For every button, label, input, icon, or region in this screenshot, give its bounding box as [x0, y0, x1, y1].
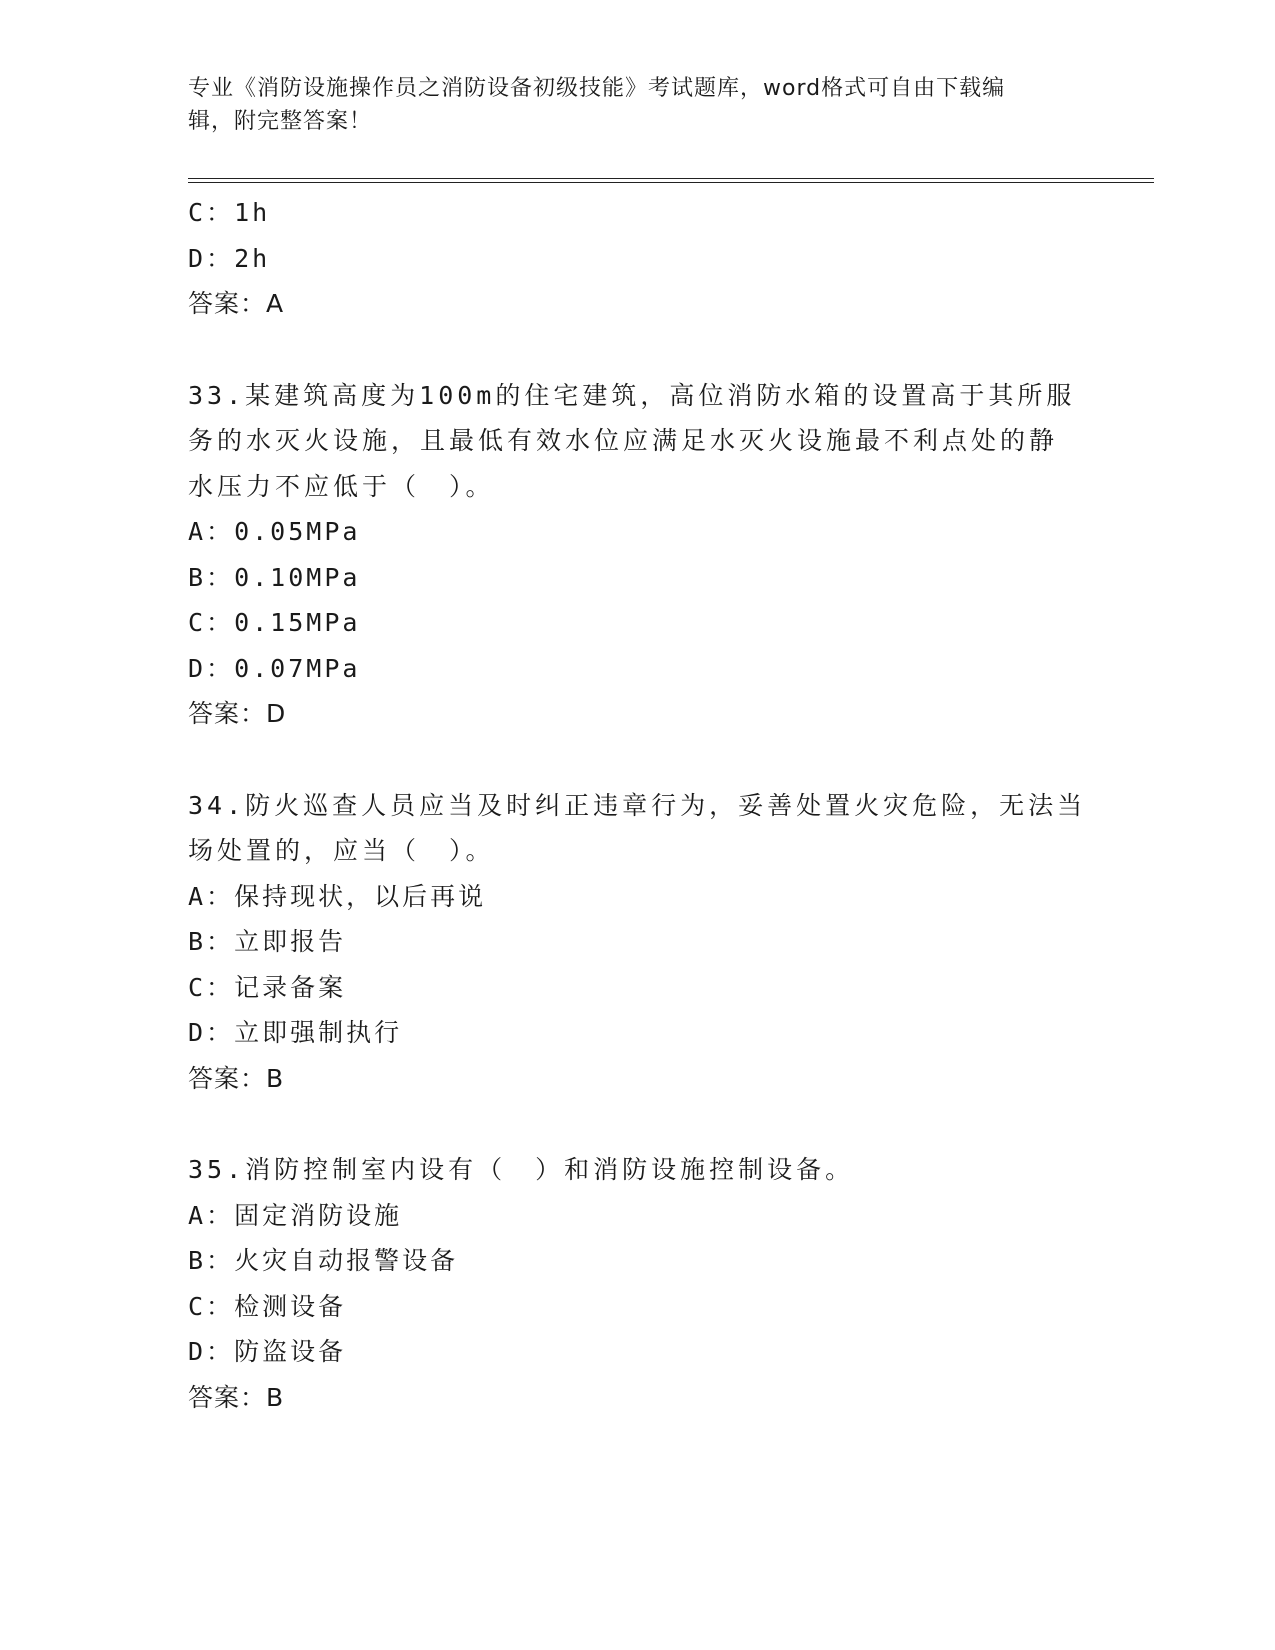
option-c: C：0.15MPa — [188, 608, 361, 637]
spacer — [188, 737, 1088, 783]
option-d: D：防盗设备 — [188, 1337, 347, 1366]
option-c: C：记录备案 — [188, 972, 347, 1002]
carryover-question — [188, 190, 1088, 327]
spacer — [188, 1101, 1088, 1147]
question-stem: 务的水灭火设施，且最低有效水位应满足水灭火设施最不利点处的静 — [188, 426, 1059, 455]
option-c: C：检测设备 — [188, 1291, 347, 1321]
answer: 答案：D — [188, 699, 287, 728]
option-b: B：立即报告 — [188, 927, 347, 956]
question-stem: 35.消防控制室内设有（ ）和消防设施控制设备。 — [188, 1155, 855, 1184]
option-c: C：1h — [188, 198, 271, 227]
option-b: B：0.10MPa — [188, 562, 361, 592]
answer: 答案：B — [188, 1382, 285, 1412]
question-stem: 水压力不应低于（ ）。 — [188, 471, 495, 501]
question-stem: 34.防火巡查人员应当及时纠正违章行为，妥善处置火灾危险，无法当 — [188, 790, 1087, 820]
option-b: B：火灾自动报警设备 — [188, 1246, 459, 1275]
header-line-1: 专业《消防设施操作员之消防设备初级技能》考试题库，word格式可自由下载编 — [188, 76, 1006, 101]
answer: 答案：B — [188, 1063, 285, 1093]
option-a: A：保持现状，以后再说 — [188, 881, 487, 911]
page-header — [188, 72, 1078, 138]
option-a: A：0.05MPa — [188, 517, 361, 546]
question-stem: 33.某建筑高度为100m的住宅建筑，高位消防水箱的设置高于其所服 — [188, 380, 1076, 410]
spacer — [188, 327, 1088, 373]
question-33 — [188, 373, 1088, 737]
question-34 — [188, 783, 1088, 1102]
question-stem: 场处置的，应当（ ）。 — [188, 836, 495, 865]
option-d: D：立即强制执行 — [188, 1018, 403, 1047]
answer: 答案：A — [188, 289, 285, 318]
header-line-2: 辑，附完整答案！ — [188, 109, 373, 134]
question-35 — [188, 1147, 1088, 1420]
question-content — [188, 190, 1088, 1420]
header-double-rule — [188, 178, 1154, 183]
option-a: A：固定消防设施 — [188, 1200, 403, 1230]
option-d: D：2h — [188, 243, 271, 273]
option-d: D：0.07MPa — [188, 653, 361, 683]
